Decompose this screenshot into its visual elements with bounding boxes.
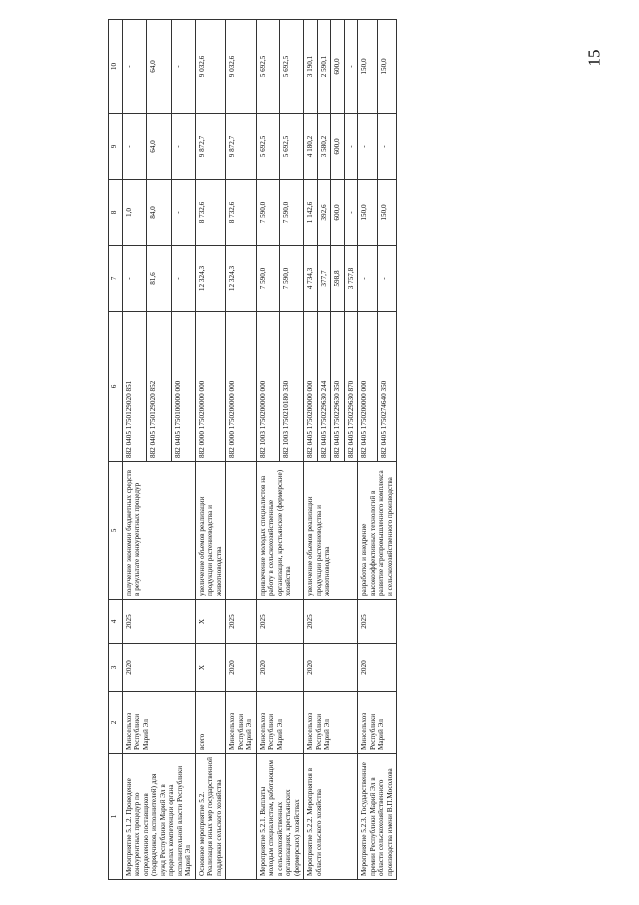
header-row bbox=[109, 20, 123, 880]
cell-c3: X bbox=[195, 644, 225, 692]
cell-c2: Минсельхоз Республики Марий Эл bbox=[358, 692, 397, 754]
budget-code-cell: 882 0000 1750200000 000 bbox=[226, 312, 256, 462]
cell-c5: получение экономии бюджетных средств в результате конкурентных процедур bbox=[123, 462, 196, 600]
cell-c3: 2020 bbox=[358, 644, 397, 692]
amount-cell: - bbox=[123, 20, 147, 114]
cell-c1: Мероприятие 5.2.2. Мероприятия в области сельского хозяйства bbox=[304, 754, 358, 880]
amount-cell: 5 692,5 bbox=[280, 20, 304, 114]
cell-c1: Мероприятие 5.2.3. Государственные премии Республики Марий Эл в области сельскохозяйственного производства имени В.П.Мосолова bbox=[358, 754, 397, 880]
table-row bbox=[195, 20, 225, 880]
cell-c3: 2020 bbox=[304, 644, 358, 692]
budget-code-cell: 882 1003 1750210180 330 bbox=[280, 312, 304, 462]
amount-cell: 9 872,7 bbox=[195, 114, 225, 180]
amount-cell: 1 142,6 bbox=[304, 180, 317, 246]
amount-cell: 150,0 bbox=[358, 20, 377, 114]
column-header: 2 bbox=[109, 692, 123, 754]
budget-code-cell: 882 0405 1750229630 350 bbox=[331, 312, 344, 462]
amount-cell: 8 732,6 bbox=[226, 180, 256, 246]
amount-cell: - bbox=[344, 180, 357, 246]
amount-cell: 7 590,0 bbox=[280, 180, 304, 246]
budget-code-cell: 882 0405 1750100000 000 bbox=[171, 312, 195, 462]
amount-cell: 7 590,0 bbox=[256, 246, 280, 312]
column-header: 10 bbox=[109, 20, 123, 114]
cell-c2: Минсельхоз Республики Марий Эл bbox=[304, 692, 358, 754]
cell-c3: 2020 bbox=[226, 644, 256, 692]
amount-cell: 5 692,5 bbox=[280, 114, 304, 180]
amount-cell: 4 180,2 bbox=[304, 114, 317, 180]
amount-cell: - bbox=[377, 114, 396, 180]
amount-cell: 12 324,3 bbox=[195, 246, 225, 312]
budget-code-cell: 882 0405 1750229630 870 bbox=[344, 312, 357, 462]
amount-cell: 600,0 bbox=[331, 114, 344, 180]
cell-c5: увеличение объемов реализации продукции растениеводства и животноводства bbox=[195, 462, 225, 600]
amount-cell: 5 692,5 bbox=[256, 114, 280, 180]
page-number: 15 bbox=[584, 49, 604, 67]
amount-cell: 2 590,1 bbox=[317, 20, 330, 114]
cell-c5: увеличение объемов реализации продукции растениеводства и животноводства bbox=[304, 462, 358, 600]
rotated-table-page bbox=[108, 20, 588, 880]
cell-c1 bbox=[226, 754, 256, 880]
column-header: 6 bbox=[109, 312, 123, 462]
amount-cell: 12 324,3 bbox=[226, 246, 256, 312]
amount-cell: - bbox=[171, 114, 195, 180]
budget-code-cell: 882 1003 1750200000 000 bbox=[256, 312, 280, 462]
cell-c1: Мероприятие 5.2.1. Выплаты молодым специалистам, работающим в сельскохозяйственных организациях, крестьянских (фермерских) хозяйствах bbox=[256, 754, 303, 880]
budget-code-cell: 882 0405 1750129020 851 bbox=[123, 312, 147, 462]
amount-cell: 9 872,7 bbox=[226, 114, 256, 180]
amount-cell: 5 692,5 bbox=[256, 20, 280, 114]
cell-c2: Минсельхоз Республики Марий Эл bbox=[256, 692, 303, 754]
cell-c4: 2025 bbox=[256, 600, 303, 644]
cell-c4: 2025 bbox=[304, 600, 358, 644]
budget-code-cell: 882 0405 1750200000 000 bbox=[358, 312, 377, 462]
amount-cell: 392,6 bbox=[317, 180, 330, 246]
amount-cell: - bbox=[344, 20, 357, 114]
cell-c1: Основное мероприятие 5.2. Реализация иных мер государственной поддержки сельского хозяйства bbox=[195, 754, 225, 880]
cell-c4: X bbox=[195, 600, 225, 644]
table-row bbox=[123, 20, 147, 880]
amount-cell: 7 590,0 bbox=[280, 246, 304, 312]
amount-cell: 81,6 bbox=[147, 246, 171, 312]
cell-c4: 2025 bbox=[226, 600, 256, 644]
table-row bbox=[304, 20, 317, 880]
cell-c2: Минсельхоз Республики Марий Эл bbox=[226, 692, 256, 754]
amount-cell: 3 757,8 bbox=[344, 246, 357, 312]
budget-code-cell: 882 0405 1750274640 350 bbox=[377, 312, 396, 462]
table-row bbox=[226, 20, 256, 880]
amount-cell: 9 032,6 bbox=[195, 20, 225, 114]
amount-cell: 150,0 bbox=[377, 20, 396, 114]
budget-code-cell: 882 0000 1750200000 000 bbox=[195, 312, 225, 462]
amount-cell: 3 580,2 bbox=[317, 114, 330, 180]
amount-cell: 1,0 bbox=[123, 180, 147, 246]
column-header: 1 bbox=[109, 754, 123, 880]
cell-c3: 2020 bbox=[256, 644, 303, 692]
table-body bbox=[123, 20, 397, 880]
budget-code-cell: 882 0405 1750229630 244 bbox=[317, 312, 330, 462]
amount-cell: - bbox=[171, 180, 195, 246]
budget-code-cell: 882 0405 1750129020 852 bbox=[147, 312, 171, 462]
amount-cell: 84,0 bbox=[147, 180, 171, 246]
program-measures-table bbox=[108, 19, 397, 880]
cell-c2: Минсельхоз Республики Марий Эл bbox=[123, 692, 196, 754]
amount-cell: 377,7 bbox=[317, 246, 330, 312]
amount-cell: 4 734,3 bbox=[304, 246, 317, 312]
amount-cell: - bbox=[123, 114, 147, 180]
cell-c1: Мероприятие 5.1.2. Проведение конкурентных процедур по определению поставщиков (подрядчиков, исполнителей) для нужд Республики Марий Эл в пределах компетенции органа исполнительной власти Республики Марий Эл bbox=[123, 754, 196, 880]
amount-cell: - bbox=[123, 246, 147, 312]
amount-cell: 150,0 bbox=[358, 180, 377, 246]
amount-cell: - bbox=[171, 246, 195, 312]
amount-cell: 150,0 bbox=[377, 180, 396, 246]
amount-cell: 600,0 bbox=[331, 20, 344, 114]
amount-cell: 64,0 bbox=[147, 20, 171, 114]
column-header: 8 bbox=[109, 180, 123, 246]
amount-cell: 3 190,1 bbox=[304, 20, 317, 114]
column-header: 5 bbox=[109, 462, 123, 600]
column-header: 4 bbox=[109, 600, 123, 644]
column-header: 3 bbox=[109, 644, 123, 692]
amount-cell: 7 590,0 bbox=[256, 180, 280, 246]
cell-c5 bbox=[226, 462, 256, 600]
cell-c2: всего bbox=[195, 692, 225, 754]
table-row bbox=[256, 20, 280, 880]
cell-c3: 2020 bbox=[123, 644, 196, 692]
cell-c5: привлечение молодых специалистов на работу в сельскохозяйственные организации, крестьянские (фермерские) хозяйства bbox=[256, 462, 303, 600]
amount-cell: - bbox=[344, 114, 357, 180]
column-header: 9 bbox=[109, 114, 123, 180]
amount-cell: - bbox=[171, 20, 195, 114]
amount-cell: 598,8 bbox=[331, 246, 344, 312]
cell-c4: 2025 bbox=[123, 600, 196, 644]
table-row bbox=[358, 20, 377, 880]
amount-cell: 64,0 bbox=[147, 114, 171, 180]
amount-cell: - bbox=[358, 114, 377, 180]
budget-code-cell: 882 0405 1750200000 000 bbox=[304, 312, 317, 462]
amount-cell: 600,0 bbox=[331, 180, 344, 246]
amount-cell: - bbox=[358, 246, 377, 312]
cell-c5: разработка и внедрение высокоэффективных технологий в развитие агропромышленного комплекса и сельскохозяйственного производства bbox=[358, 462, 397, 600]
amount-cell: - bbox=[377, 246, 396, 312]
cell-c4: 2025 bbox=[358, 600, 397, 644]
amount-cell: 8 732,6 bbox=[195, 180, 225, 246]
amount-cell: 9 032,6 bbox=[226, 20, 256, 114]
column-header: 7 bbox=[109, 246, 123, 312]
